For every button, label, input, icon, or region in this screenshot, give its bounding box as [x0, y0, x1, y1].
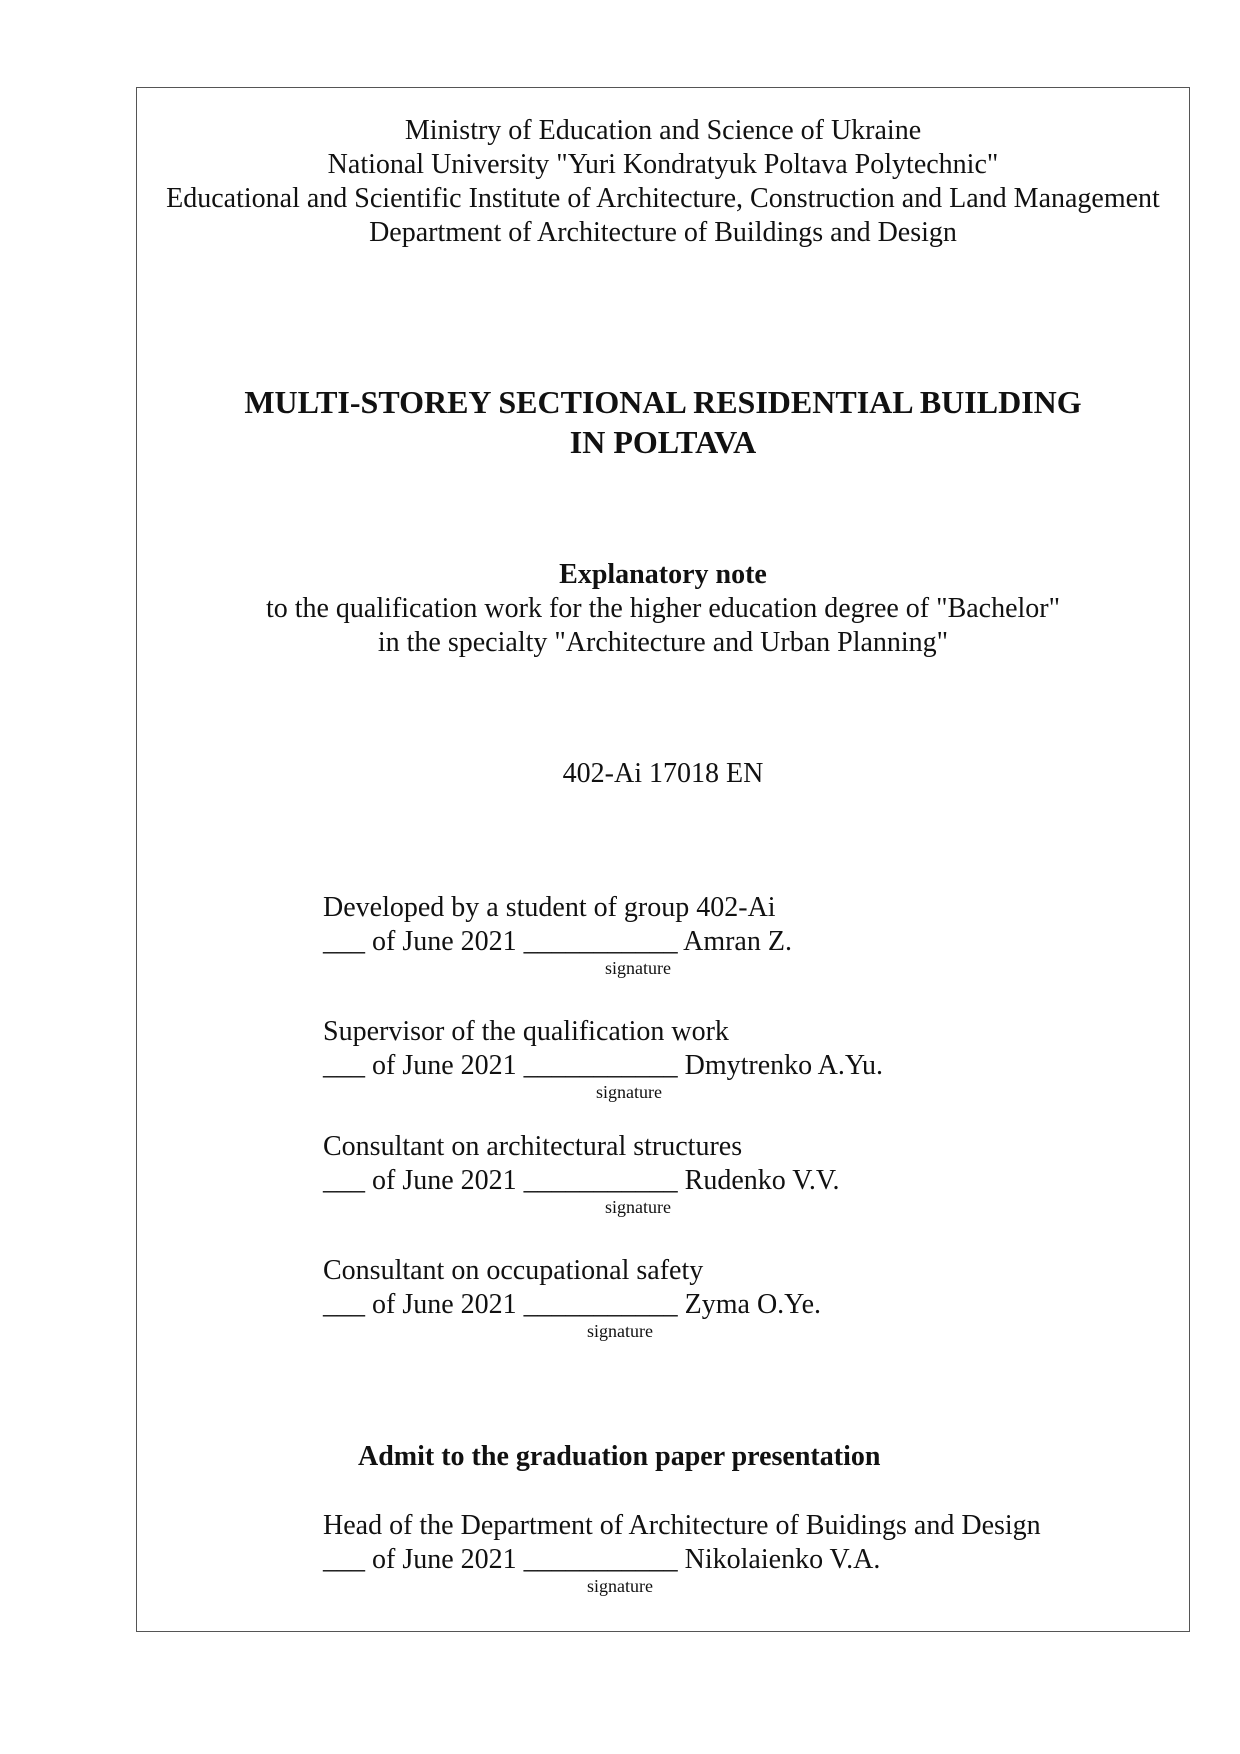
page-border — [136, 87, 1190, 1632]
signature-caption: signature — [587, 1576, 653, 1596]
signature-block-department-head — [323, 1509, 1123, 1577]
signature-caption: signature — [605, 958, 671, 978]
ministry-line: Ministry of Education and Science of Ukraine — [404, 115, 922, 146]
signature-date-line: ___ of June 2021 ___________ Zyma O.Ye. — [323, 1289, 822, 1320]
signature-block-student — [323, 891, 1123, 959]
signature-date-line: ___ of June 2021 ___________ Dmytrenko A.Yu. — [323, 1050, 883, 1081]
signature-role: Consultant on architectural structures — [323, 1131, 743, 1162]
signature-date-line: ___ of June 2021 ___________ Rudenko V.V. — [323, 1165, 840, 1196]
institute-line: Educational and Scientific Institute of Architecture, Construction and Land Management — [166, 183, 1160, 214]
note-line-2: in the specialty "Architecture and Urban Planning" — [377, 627, 949, 658]
signature-date-line: ___ of June 2021 ___________ Nikolaienko V.A. — [323, 1544, 881, 1575]
title-line-1: MULTI-STOREY SECTIONAL RESIDENTIAL BUILDING — [244, 384, 1082, 420]
signature-role: Developed by a student of group 402-Ai — [323, 892, 776, 923]
signature-block-architectural-consultant — [323, 1130, 1123, 1198]
university-line: National University "Yuri Kondratyuk Poltava Polytechnic" — [327, 149, 999, 180]
explanatory-note — [137, 558, 1189, 660]
signature-role: Head of the Department of Architecture of Buidings and Design — [323, 1510, 1041, 1541]
signature-caption: signature — [587, 1321, 653, 1341]
signature-date-line: ___ of June 2021 ___________ Amran Z. — [323, 926, 792, 957]
note-line-1: to the qualification work for the higher education degree of "Bachelor" — [265, 593, 1061, 624]
signature-role: Supervisor of the qualification work — [323, 1016, 729, 1047]
document-code: 402-Ai 17018 EN — [562, 758, 764, 789]
admit-heading: Admit to the graduation paper presentation — [358, 1441, 881, 1472]
institution-header — [137, 114, 1189, 250]
title-line-2: IN POLTAVA — [569, 424, 757, 460]
department-line: Department of Architecture of Buildings and Design — [369, 217, 957, 248]
signature-role: Consultant on occupational safety — [323, 1255, 704, 1286]
signature-block-safety-consultant — [323, 1254, 1123, 1322]
signature-caption: signature — [596, 1082, 662, 1102]
signature-caption: signature — [605, 1197, 671, 1217]
document-title — [137, 382, 1189, 462]
signature-block-supervisor — [323, 1015, 1123, 1083]
note-heading: Explanatory note — [559, 559, 767, 590]
